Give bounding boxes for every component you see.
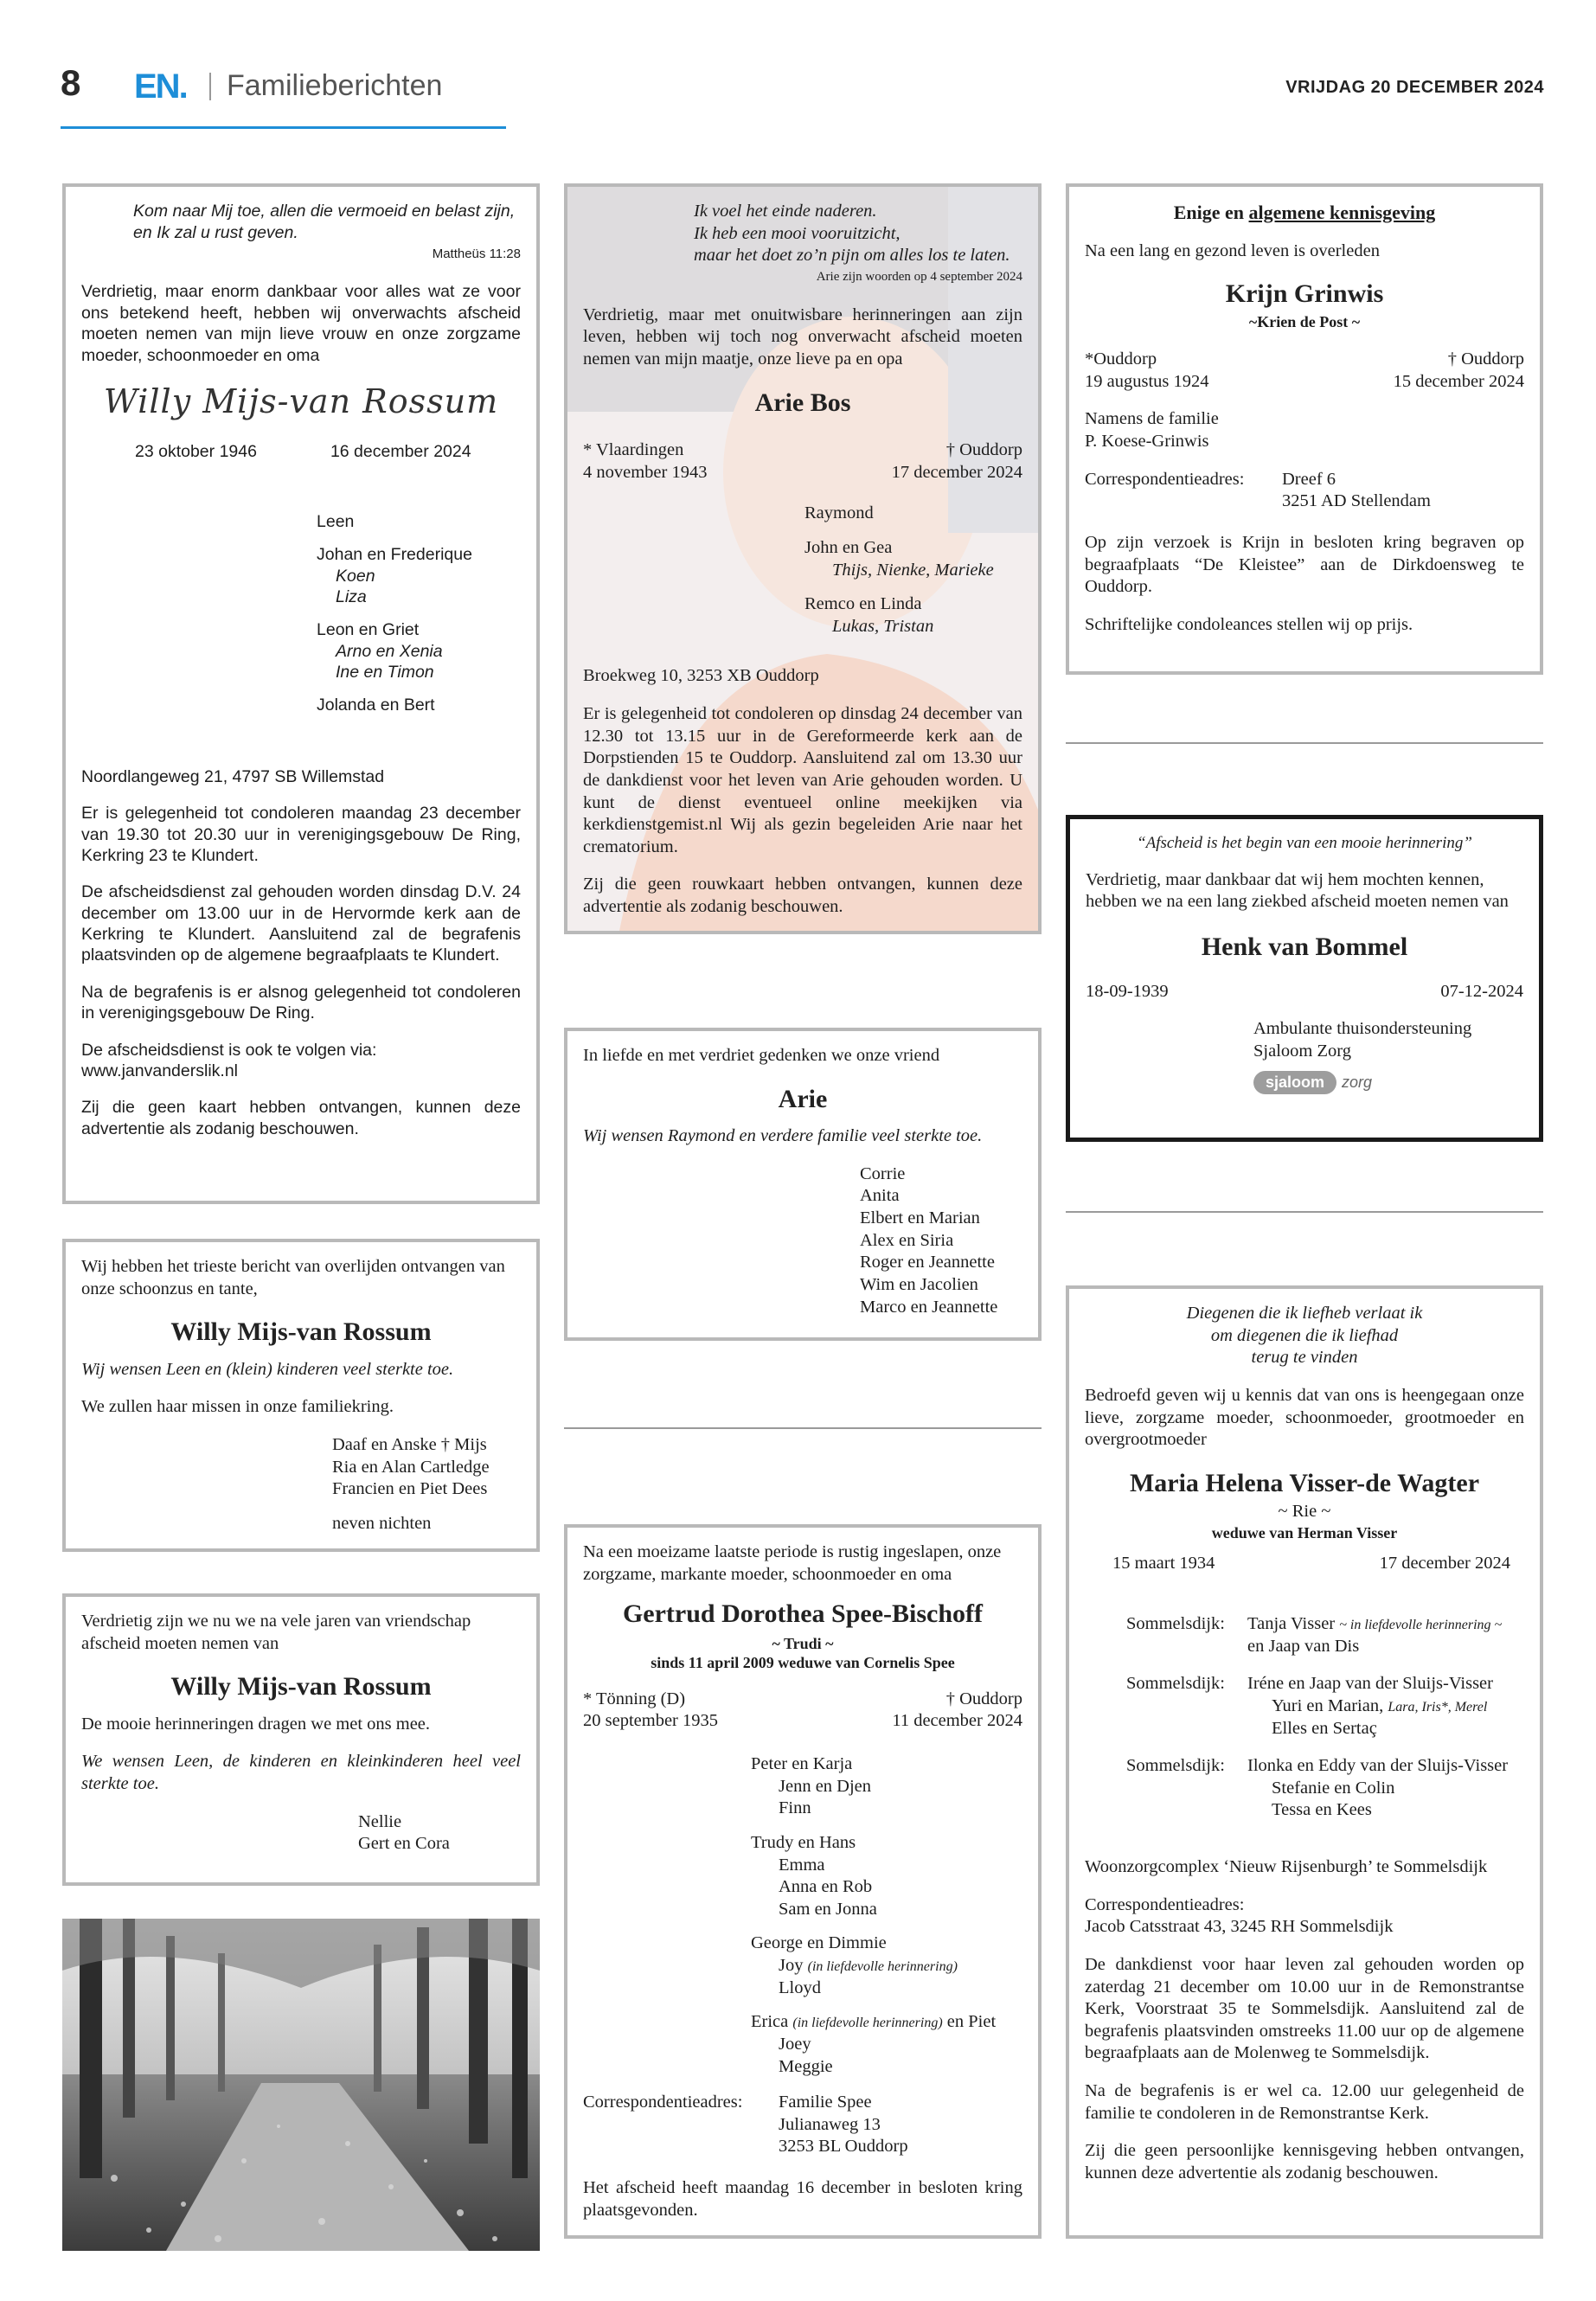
signers bbox=[860, 1163, 1022, 1318]
grandchild bbox=[1247, 1695, 1493, 1718]
memorial-note: ~ in liefdevolle herinnering ~ bbox=[1339, 1618, 1503, 1632]
deceased-name: Willy Mijs-van Rossum bbox=[103, 381, 499, 420]
deceased-name: Willy Mijs-van Rossum bbox=[170, 1672, 432, 1702]
correspondence-label: Correspondentieadres: bbox=[583, 2093, 743, 2112]
family-member: Peter en Karja bbox=[751, 1754, 853, 1773]
address-line: 3251 AD Stellendam bbox=[1282, 491, 1431, 511]
great-grandchildren: Lara, Iris*, Merel bbox=[1388, 1699, 1488, 1715]
intro-text: Verdrietig zijn we nu we na vele jaren van vriendschap afscheid moeten nemen van bbox=[81, 1612, 471, 1653]
signer-extra: neven nichten bbox=[332, 1513, 432, 1533]
grandchild: Tessa en Kees bbox=[1272, 1800, 1372, 1820]
quote bbox=[81, 201, 521, 245]
grandchild: Jenn en Djen bbox=[779, 1776, 872, 1796]
grandchild-name: Yuri en Marian, bbox=[1272, 1695, 1384, 1715]
death-date: 07-12-2024 bbox=[1440, 981, 1523, 1001]
newspaper-logo: EN. bbox=[134, 67, 187, 106]
correspondence-label: Correspondentieadres: bbox=[1085, 1894, 1245, 1914]
after-funeral-info: Na de begrafenis is er alsnog gelegenheid tot condoleren in verenigingsgebouw De Ring. bbox=[81, 982, 521, 1023]
nickname: ~ Trudi ~ bbox=[772, 1634, 834, 1652]
grandchild: Finn bbox=[779, 1798, 811, 1818]
correspondence-label: Correspondentieadres: bbox=[1085, 469, 1245, 489]
wish-text: We wensen Leen, de kinderen en kleinkinderen heel veel sterkte toe. bbox=[81, 1752, 521, 1793]
family-list bbox=[317, 511, 521, 716]
signers bbox=[332, 1434, 521, 1535]
nickname: ~Krien de Post ~ bbox=[1248, 312, 1361, 330]
memorial-note: (in liefdevolle herinnering) bbox=[792, 2016, 943, 2031]
family-list bbox=[751, 1753, 1022, 2078]
notice-title bbox=[1085, 201, 1524, 225]
life-dates bbox=[583, 1689, 1022, 1733]
burial-info: Op zijn verzoek is Krijn in besloten kring begraven op begraafplaats “De Kleistee” aan de Dirkdoensweg te Ouddorp. bbox=[1085, 532, 1524, 597]
deceased-name: Arie Bos bbox=[754, 388, 851, 417]
birth-date: 15 maart 1934 bbox=[1112, 1554, 1215, 1574]
grandchild: Elles en Sertaç bbox=[1272, 1718, 1377, 1738]
life-dates bbox=[583, 439, 1022, 484]
family-member: Raymond bbox=[804, 503, 874, 523]
family-member: John en Gea bbox=[804, 537, 893, 557]
birth-place: * Vlaardingen bbox=[583, 440, 684, 459]
deceased-name: Henk van Bommel bbox=[1201, 933, 1408, 961]
correspondence-address bbox=[1085, 469, 1524, 513]
obituary-willy-mijs-in-laws bbox=[62, 1239, 540, 1552]
correspondence-address: Jacob Catsstraat 43, 3245 RH Sommelsdijk bbox=[1085, 1917, 1394, 1937]
grandchild: Stefanie en Colin bbox=[1272, 1778, 1395, 1798]
quote bbox=[1085, 1303, 1524, 1369]
service-info: Er is gelegenheid tot condoleren op dinsdag 24 december van 12.30 tot 13.15 uur in de Gereformeerde kerk aan de Dorpstienden 15 te Ouddorp. Aansluitend zal om 13.30 uur de dankdienst voor het leven van Arie gehouden worden. U kunt de dienst eventueel online meekijken via kerkdienstgemist.nl Wij als gezin begeleiden Arie naar het crematorium. bbox=[583, 704, 1022, 856]
obituary-willy-mijs-friends bbox=[62, 1593, 540, 1886]
signer: Marco en Jeannette bbox=[860, 1297, 998, 1317]
death-date: 11 december 2024 bbox=[892, 1711, 1022, 1731]
widow-note: weduwe van Herman Visser bbox=[1211, 1523, 1398, 1541]
signer: Anita bbox=[860, 1186, 900, 1206]
obituary-arie-bos-family bbox=[564, 183, 1042, 934]
signer: Alex en Siria bbox=[860, 1230, 954, 1250]
quote bbox=[583, 201, 1022, 267]
birth-date: 19 augustus 1924 bbox=[1085, 371, 1209, 391]
address: Broekweg 10, 3253 XB Ouddorp bbox=[583, 666, 819, 686]
family-member: Ilonka en Eddy van der Sluijs-Visser bbox=[1247, 1756, 1509, 1776]
life-dates bbox=[1085, 1553, 1524, 1575]
grandchild: Liza bbox=[336, 586, 367, 606]
grandchild: Joey bbox=[779, 2034, 811, 2054]
logo-mark: sjaloom bbox=[1253, 1071, 1336, 1094]
family-group bbox=[1126, 1673, 1524, 1740]
family-place: Sommelsdijk: bbox=[1126, 1756, 1225, 1776]
obituary-gertrud-spee bbox=[564, 1524, 1042, 2239]
signer: Daaf en Anske † Mijs bbox=[332, 1435, 487, 1454]
column-divider bbox=[564, 1427, 1042, 1429]
organisation bbox=[1253, 1018, 1523, 1094]
address-line: Familie Spee bbox=[779, 2093, 872, 2112]
stream-link: www.janvanderslik.nl bbox=[81, 1061, 238, 1080]
death-date: 17 december 2024 bbox=[891, 462, 1022, 482]
death-place: † Ouddorp bbox=[1447, 349, 1524, 369]
quote-line: en Ik zal u rust geven. bbox=[133, 223, 298, 243]
memories-text: De mooie herinneringen dragen we met ons mee. bbox=[81, 1714, 431, 1734]
nickname: ~ Rie ~ bbox=[1278, 1502, 1331, 1522]
birth-date: 23 oktober 1946 bbox=[135, 442, 257, 462]
intro-text: Verdrietig, maar met onuitwisbare herinneringen aan zijn leven, hebben wij toch nog onverwacht afscheid moeten nemen van mijn maatje, onze lieve pa en opa bbox=[583, 304, 1022, 369]
org-line: Ambulante thuisondersteuning bbox=[1253, 1019, 1472, 1039]
intro-text: In liefde en met verdriet gedenken we onze vriend bbox=[583, 1046, 940, 1065]
signer: Wim en Jacolien bbox=[860, 1274, 978, 1294]
deceased-name: Maria Helena Visser-de Wagter bbox=[1129, 1468, 1480, 1497]
issue-date: VRIJDAG 20 DECEMBER 2024 bbox=[1285, 78, 1544, 97]
condolence-info: Er is gelegenheid tot condoleren maandag 23 december van 19.30 tot 20.30 uur in verenigingsgebouw De Ring, Kerkring 23 te Klundert. bbox=[81, 804, 521, 865]
grandchild: Koen bbox=[336, 566, 375, 586]
death-place: † Ouddorp bbox=[945, 1689, 1022, 1708]
service-info: De dankdienst voor haar leven zal gehouden worden op zaterdag 21 december om 10.00 uur in de Remonstrantse Kerk, Voorstraat 35 te Sommelsdijk. Aansluitend zal de begrafenis plaatsvinden omstreeks 11.00 uur op de algemene begraafplaats aan de Molenweg te Sommelsdijk. bbox=[1085, 1954, 1524, 2063]
family-member: Johan en Frederique bbox=[317, 545, 472, 565]
death-date: 16 december 2024 bbox=[330, 442, 471, 462]
correspondence-address bbox=[583, 2092, 1022, 2158]
deceased-name: Willy Mijs-van Rossum bbox=[170, 1317, 432, 1347]
life-dates bbox=[1086, 981, 1523, 1003]
deceased-name: Krijn Grinwis bbox=[1225, 279, 1384, 309]
family-member: Remco en Linda bbox=[804, 594, 922, 614]
signer: Gert en Cora bbox=[358, 1834, 450, 1854]
memorial-note: (in liefdevolle herinnering) bbox=[807, 1959, 958, 1974]
org-line: Sjaloom Zorg bbox=[1253, 1041, 1351, 1061]
grandchild: Lloyd bbox=[779, 1977, 821, 1997]
grandchild-name: Joy bbox=[779, 1956, 804, 1975]
family-place: Sommelsdijk: bbox=[1126, 1674, 1225, 1694]
grandchild: Emma bbox=[779, 1855, 825, 1875]
quote-line: Diegenen die ik liefheb verlaat ik bbox=[1186, 1304, 1423, 1323]
address: Noordlangeweg 21, 4797 SB Willemstad bbox=[81, 766, 385, 786]
quote: “Afscheid is het begin van een mooie herinnering” bbox=[1137, 834, 1472, 852]
quote-reference: Mattheüs 11:28 bbox=[432, 246, 521, 261]
family-group bbox=[1126, 1613, 1524, 1657]
grandchild: Arno en Xenia bbox=[336, 641, 443, 661]
family-line: Namens de familie bbox=[1085, 409, 1219, 429]
grandchild: Ine en Timon bbox=[336, 663, 434, 683]
obituary-willy-mijs-family bbox=[62, 183, 540, 1204]
address-line: Julianaweg 13 bbox=[779, 2114, 881, 2134]
deceased-name: Gertrud Dorothea Spee-Bischoff bbox=[622, 1599, 984, 1629]
life-dates bbox=[1085, 349, 1524, 393]
page-header bbox=[61, 62, 1544, 114]
title-part-underlined: algemene kennisgeving bbox=[1248, 202, 1436, 223]
logo-text: zorg bbox=[1342, 1074, 1373, 1092]
closing-note: Zij die geen rouwkaart hebben ontvangen, kunnen deze advertentie als zodanig beschouwen. bbox=[583, 875, 1022, 916]
signer: Roger en Jeannette bbox=[860, 1253, 995, 1272]
obituary-maria-visser bbox=[1066, 1285, 1543, 2239]
intro-text: Bedroefd geven wij u kennis dat van ons is heengegaan onze lieve, zorgzame moeder, schoonmoeder, grootmoeder en overgrootmoeder bbox=[1085, 1385, 1524, 1450]
quote-line: Kom naar Mij toe, allen die vermoeid en belast zijn, bbox=[133, 202, 516, 221]
intro-text: Na een lang en gezond leven is overleden bbox=[1085, 240, 1380, 260]
life-dates bbox=[81, 441, 521, 462]
title-part: Enige en bbox=[1173, 202, 1249, 223]
member-partner: en Piet bbox=[946, 2012, 997, 2032]
grandchildren: Lukas, Tristan bbox=[832, 616, 934, 636]
grandchild: Sam en Jonna bbox=[779, 1899, 877, 1919]
stream-info: De afscheidsdienst is ook te volgen via: bbox=[81, 1040, 377, 1060]
family-place: Sommelsdijk: bbox=[1126, 1614, 1225, 1633]
family-member: Trudy en Hans bbox=[751, 1832, 856, 1852]
family-member: Jolanda en Bert bbox=[317, 695, 435, 715]
family-member: Iréne en Jaap van der Sluijs-Visser bbox=[1247, 1674, 1493, 1694]
condolence-note: Schriftelijke condoleances stellen wij op prijs. bbox=[1085, 614, 1413, 634]
quote-line: om diegenen die ik liefhad bbox=[1210, 1325, 1399, 1345]
closing-note: Zij die geen kaart hebben ontvangen, kunnen deze advertentie als zodanig beschouwen. bbox=[81, 1098, 521, 1138]
forest-photo-illustration bbox=[62, 1919, 540, 2251]
quote-line: terug te vinden bbox=[1251, 1348, 1358, 1368]
signer: Corrie bbox=[860, 1163, 906, 1183]
signer: Nellie bbox=[358, 1811, 402, 1831]
deceased-name: Arie bbox=[778, 1084, 828, 1113]
birth-date: 4 november 1943 bbox=[583, 462, 708, 482]
signer: Ria en Alan Cartledge bbox=[332, 1457, 490, 1477]
grandchildren: Thijs, Nienke, Marieke bbox=[832, 560, 994, 580]
family-list bbox=[1126, 1613, 1524, 1822]
birth-date: 20 september 1935 bbox=[583, 1711, 718, 1731]
section-title: Familieberichten bbox=[227, 69, 443, 102]
column-divider bbox=[1066, 1211, 1543, 1213]
wish-text: Wij wensen Leen en (klein) kinderen veel sterkte toe. bbox=[81, 1359, 454, 1379]
address-line: Dreef 6 bbox=[1282, 469, 1336, 489]
header-rule bbox=[61, 126, 506, 129]
wish-text: Wij wensen Raymond en verdere familie veel sterkte toe. bbox=[583, 1126, 983, 1146]
family-member bbox=[751, 2011, 1022, 2034]
grandchild: Anna en Rob bbox=[779, 1877, 873, 1897]
signer: Francien en Piet Dees bbox=[332, 1479, 488, 1499]
obituary-arie-friends bbox=[564, 1028, 1042, 1341]
grandchild bbox=[751, 1955, 1022, 1977]
member-name: Tanja Visser bbox=[1247, 1614, 1336, 1633]
member-name: Erica bbox=[751, 2012, 789, 2032]
death-place: † Ouddorp bbox=[945, 440, 1022, 459]
family-member bbox=[1247, 1613, 1502, 1636]
forest-path-photo bbox=[62, 1919, 540, 2251]
obituary-henk-van-bommel bbox=[1066, 815, 1543, 1142]
closing-note: Het afscheid heeft maandag 16 december in besloten kring plaatsgevonden. bbox=[583, 2178, 1022, 2220]
intro-text: Na een moeizame laatste periode is rustig ingeslapen, onze zorgzame, markante moeder, schoonmoeder en oma bbox=[583, 1542, 1002, 1584]
family-member: en Jaap van Dis bbox=[1247, 1636, 1360, 1656]
sjaloom-logo bbox=[1253, 1071, 1523, 1094]
condolence-info: Na de begrafenis is er wel ca. 12.00 uur gelegenheid de familie te condoleren in de Remonstrantse Kerk. bbox=[1085, 2081, 1524, 2123]
intro-text: Wij hebben het trieste bericht van overlijden ontvangen van onze schoonzus en tante, bbox=[81, 1257, 505, 1298]
header-divider bbox=[209, 73, 211, 100]
birth-date: 18-09-1939 bbox=[1086, 981, 1169, 1001]
birth-place: *Ouddorp bbox=[1085, 349, 1157, 369]
death-date: 17 december 2024 bbox=[1379, 1554, 1510, 1574]
grandchild: Meggie bbox=[779, 2056, 833, 2076]
quote-line: maar het doet zo’n pijn om alles los te laten. bbox=[694, 246, 1010, 266]
family-group bbox=[1126, 1755, 1524, 1822]
family-member: Leon en Griet bbox=[317, 620, 420, 640]
intro-text: Verdrietig, maar dankbaar dat wij hem mochten kennen, hebben we na een lang ziekbed afscheid moeten nemen van bbox=[1086, 869, 1509, 912]
obituary-krijn-grinwis bbox=[1066, 183, 1543, 675]
column-divider bbox=[1066, 742, 1543, 744]
family-member: Leen bbox=[317, 511, 355, 531]
residence: Woonzorgcomplex ‘Nieuw Rijsenburgh’ te Sommelsdijk bbox=[1085, 1857, 1488, 1876]
death-date: 15 december 2024 bbox=[1393, 371, 1524, 391]
signers bbox=[358, 1811, 521, 1856]
family-member: George en Dimmie bbox=[751, 1933, 887, 1953]
birth-place: * Tönning (D) bbox=[583, 1689, 686, 1708]
miss-text: We zullen haar missen in onze familiekring. bbox=[81, 1397, 394, 1417]
quote-line: Ik heb een mooi vooruitzicht, bbox=[694, 223, 901, 243]
page-number: 8 bbox=[61, 62, 81, 103]
intro-text: Verdrietig, maar enorm dankbaar voor alles wat ze voor ons betekend heeft, hebben wij onverwachts afscheid moeten nemen van mijn lieve vrouw en onze zorgzame moeder, schoonmoeder en oma bbox=[81, 282, 521, 365]
address-line: 3253 BL Ouddorp bbox=[779, 2137, 908, 2157]
widow-note: sinds 11 april 2009 weduwe van Cornelis Spee bbox=[651, 1654, 955, 1672]
service-info: De afscheidsdienst zal gehouden worden dinsdag D.V. 24 december om 13.00 uur in de Hervormde kerk aan de Kerkring te Klundert. Aansluitend zal de begrafenis plaatsvinden op de algemene begraafplaats te Klundert. bbox=[81, 882, 521, 965]
quote-line: Ik voel het einde naderen. bbox=[694, 202, 877, 221]
quote-reference: Arie zijn woorden op 4 september 2024 bbox=[816, 269, 1022, 284]
family-list bbox=[804, 503, 1022, 638]
family-signer: P. Koese-Grinwis bbox=[1085, 432, 1209, 451]
closing-note: Zij die geen persoonlijke kennisgeving hebben ontvangen, kunnen deze advertentie als zodanig beschouwen. bbox=[1085, 2141, 1524, 2182]
signer: Elbert en Marian bbox=[860, 1208, 980, 1227]
